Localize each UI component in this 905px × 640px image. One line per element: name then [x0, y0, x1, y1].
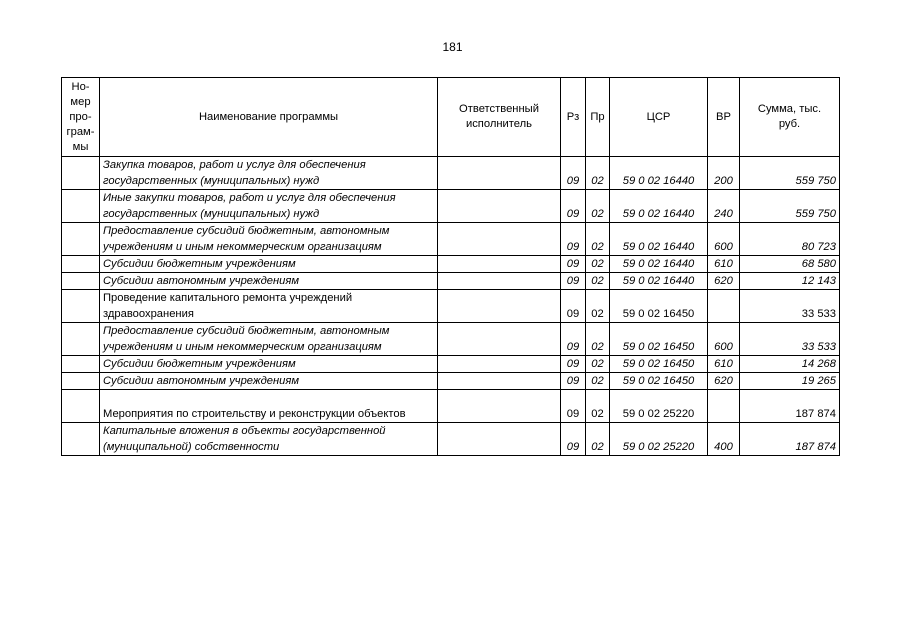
- cell-vr: 600: [708, 223, 740, 256]
- table-row: [62, 356, 840, 373]
- table-row: [62, 273, 840, 290]
- cell-csr: 59 0 02 16440: [610, 256, 708, 273]
- cell-pr: 02: [586, 157, 610, 190]
- cell-pr: 02: [586, 223, 610, 256]
- cell-num: [62, 190, 100, 223]
- table-row: [62, 290, 840, 323]
- header-rz: Рз: [561, 78, 586, 157]
- cell-num: [62, 273, 100, 290]
- cell-num: [62, 157, 100, 190]
- cell-pr: 02: [586, 323, 610, 356]
- cell-name: Субсидии автономным учреждениям: [100, 273, 438, 290]
- cell-resp: [438, 223, 561, 256]
- cell-sum: 559 750: [740, 190, 840, 223]
- cell-name: Предоставление субсидий бюджетным, автономным учреждениям и иным некоммерческим организациям: [100, 223, 438, 256]
- table-row: [62, 373, 840, 390]
- cell-vr: 400: [708, 423, 740, 456]
- cell-name: Субсидии бюджетным учреждениям: [100, 256, 438, 273]
- cell-sum: 33 533: [740, 323, 840, 356]
- cell-rz: 09: [561, 373, 586, 390]
- cell-num: [62, 290, 100, 323]
- cell-sum: 187 874: [740, 390, 840, 423]
- cell-vr: 600: [708, 323, 740, 356]
- cell-pr: 02: [586, 423, 610, 456]
- budget-table: [61, 77, 840, 456]
- cell-pr: 02: [586, 373, 610, 390]
- table-row: [62, 223, 840, 256]
- table-row: [62, 423, 840, 456]
- cell-pr: 02: [586, 290, 610, 323]
- cell-name: Предоставление субсидий бюджетным, автономным учреждениям и иным некоммерческим организациям: [100, 323, 438, 356]
- cell-resp: [438, 256, 561, 273]
- cell-rz: 09: [561, 290, 586, 323]
- cell-sum: 187 874: [740, 423, 840, 456]
- cell-num: [62, 423, 100, 456]
- cell-name: Субсидии автономным учреждениям: [100, 373, 438, 390]
- cell-vr: 200: [708, 157, 740, 190]
- cell-rz: 09: [561, 273, 586, 290]
- header-resp: Ответственный исполнитель: [438, 78, 561, 157]
- cell-sum: 33 533: [740, 290, 840, 323]
- cell-csr: 59 0 02 16440: [610, 190, 708, 223]
- cell-csr: 59 0 02 16450: [610, 356, 708, 373]
- cell-vr: [708, 390, 740, 423]
- header-csr: ЦСР: [610, 78, 708, 157]
- cell-csr: 59 0 02 16450: [610, 323, 708, 356]
- header-vr: ВР: [708, 78, 740, 157]
- cell-num: [62, 390, 100, 423]
- cell-num: [62, 356, 100, 373]
- table-row: [62, 390, 840, 423]
- header-row: [62, 78, 840, 157]
- cell-rz: 09: [561, 157, 586, 190]
- cell-rz: 09: [561, 190, 586, 223]
- cell-resp: [438, 390, 561, 423]
- header-pr: Пр: [586, 78, 610, 157]
- cell-csr: 59 0 02 16450: [610, 290, 708, 323]
- header-num: Но- мер про- грам- мы: [62, 78, 100, 157]
- cell-resp: [438, 323, 561, 356]
- cell-pr: 02: [586, 273, 610, 290]
- cell-name: Иные закупки товаров, работ и услуг для обеспечения государственных (муниципальных) нужд: [100, 190, 438, 223]
- cell-vr: 620: [708, 373, 740, 390]
- cell-num: [62, 323, 100, 356]
- cell-sum: 19 265: [740, 373, 840, 390]
- header-name: Наименование программы: [100, 78, 438, 157]
- table-row: [62, 323, 840, 356]
- cell-csr: 59 0 02 16450: [610, 373, 708, 390]
- cell-name: Субсидии бюджетным учреждениям: [100, 356, 438, 373]
- table-row: [62, 190, 840, 223]
- cell-num: [62, 223, 100, 256]
- cell-pr: 02: [586, 390, 610, 423]
- table-row: [62, 256, 840, 273]
- cell-vr: 610: [708, 356, 740, 373]
- cell-resp: [438, 356, 561, 373]
- cell-rz: 09: [561, 423, 586, 456]
- cell-name: Капитальные вложения в объекты государственной (муниципальной) собственности: [100, 423, 438, 456]
- cell-sum: 559 750: [740, 157, 840, 190]
- cell-rz: 09: [561, 323, 586, 356]
- cell-sum: 12 143: [740, 273, 840, 290]
- page-number: 181: [442, 40, 463, 54]
- cell-csr: 59 0 02 16440: [610, 157, 708, 190]
- header-sum: Сумма, тыс. руб.: [740, 78, 840, 157]
- cell-rz: 09: [561, 390, 586, 423]
- cell-resp: [438, 373, 561, 390]
- cell-csr: 59 0 02 16440: [610, 273, 708, 290]
- cell-sum: 14 268: [740, 356, 840, 373]
- cell-pr: 02: [586, 190, 610, 223]
- cell-vr: 610: [708, 256, 740, 273]
- table-row: [62, 157, 840, 190]
- cell-csr: 59 0 02 25220: [610, 390, 708, 423]
- cell-resp: [438, 423, 561, 456]
- cell-rz: 09: [561, 256, 586, 273]
- cell-num: [62, 256, 100, 273]
- cell-name: Мероприятия по строительству и реконструкции объектов: [100, 390, 438, 423]
- cell-vr: 620: [708, 273, 740, 290]
- cell-pr: 02: [586, 256, 610, 273]
- cell-rz: 09: [561, 356, 586, 373]
- cell-resp: [438, 290, 561, 323]
- cell-vr: 240: [708, 190, 740, 223]
- cell-num: [62, 373, 100, 390]
- cell-resp: [438, 157, 561, 190]
- cell-resp: [438, 273, 561, 290]
- cell-rz: 09: [561, 223, 586, 256]
- cell-vr: [708, 290, 740, 323]
- cell-resp: [438, 190, 561, 223]
- cell-sum: 68 580: [740, 256, 840, 273]
- cell-csr: 59 0 02 25220: [610, 423, 708, 456]
- cell-name: Проведение капитального ремонта учреждений здравоохранения: [100, 290, 438, 323]
- cell-name: Закупка товаров, работ и услуг для обеспечения государственных (муниципальных) нужд: [100, 157, 438, 190]
- cell-sum: 80 723: [740, 223, 840, 256]
- cell-csr: 59 0 02 16440: [610, 223, 708, 256]
- cell-pr: 02: [586, 356, 610, 373]
